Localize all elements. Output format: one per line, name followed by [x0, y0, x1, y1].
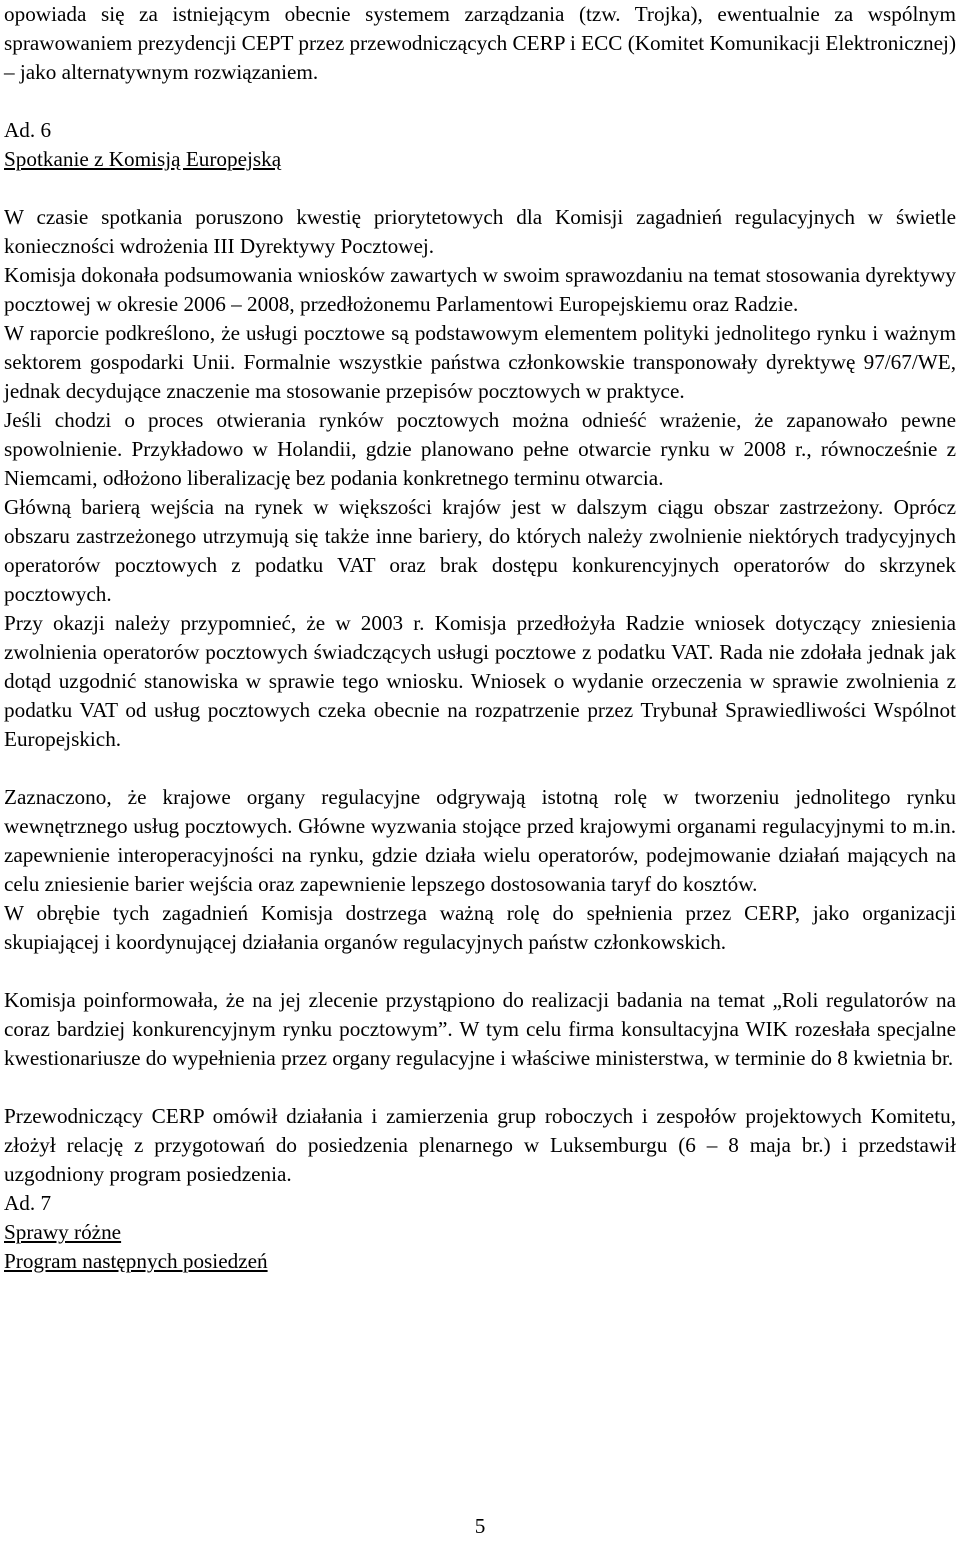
paragraph-cerp-chairman: Przewodniczący CERP omówił działania i zamierzenia grup roboczych i zespołów projektowych Komitetu, złożył relację z przygotowań do posiedzenia plenarnego w Luksemburgu (6 – 8 maja br.) i przedstawił uzgodniony program posiedzenia.: [4, 1104, 956, 1186]
spacer: [4, 87, 956, 116]
spacer: [4, 174, 956, 203]
section-title-other-matters: Sprawy różne: [4, 1220, 122, 1244]
paragraph-cerp-role: W obrębie tych zagadnień Komisja dostrzega ważną rolę do spełnienia przez CERP, jako organizacji skupiającej i koordynującej działania organów regulacyjnych państw członkowskich.: [4, 901, 956, 954]
section-title-european-commission-meeting: Spotkanie z Komisją Europejską: [4, 147, 282, 171]
paragraph-regulators-role: Zaznaczono, że krajowe organy regulacyjne odgrywają istotną rolę w tworzeniu jednolitego rynku wewnętrznego usług pocztowych. Główne wyzwania stojące przed krajowymi organami regulacyjnymi to m.in. zapewnienie interoperacyjności na rynku, gdzie działa wielu operatorów, podejmowanie działań mających na celu zniesienie barier wejścia oraz zapewnienie lepszego dostosowania taryf do kosztów.: [4, 785, 956, 896]
page-number: 5: [474, 1514, 486, 1538]
section-heading-ad7: Ad. 7: [4, 1191, 52, 1215]
section-title-next-meetings: Program następnych posiedzeń: [4, 1249, 268, 1273]
section-heading-ad6: Ad. 6: [4, 118, 52, 142]
spacer: [4, 754, 956, 783]
paragraph-market-barriers: Główną barierą wejścia na rynek w większości krajów jest w dalszym ciągu obszar zastrzeżony. Oprócz obszaru zastrzeżonego utrzymują się także inne bariery, do których należy zwolnienie niektórych tradycyjnych operatorów pocztowych z podatku VAT oraz brak dostępu konkurencyjnych operatorów do skrzynek pocztowych.: [4, 495, 956, 606]
paragraph-wik-study: Komisja poinformowała, że na jej zlecenie przystąpiono do realizacji badania na temat „Roli regulatorów na coraz bardziej konkurencyjnym rynku pocztowym”. W tym celu firma konsultacyjna WIK rozesłała specjalne kwestionariusze do wypełnienia przez organy regulacyjne i właściwe ministerstwa, w terminie do 8 kwietnia br.: [4, 988, 956, 1070]
paragraph-market-opening: Jeśli chodzi o proces otwierania rynków pocztowych można odnieść wrażenie, że zapanowało pewne spowolnienie. Przykładowo w Holandii, gdzie planowano pełne otwarcie rynku w 2008 r., równocześnie z Niemcami, odłożono liberalizację bez podania konkretnego terminu otwarcia.: [4, 408, 956, 490]
paragraph-priority-issues: W czasie spotkania poruszono kwestię priorytetowych dla Komisji zagadnień regulacyjnych w świetle konieczności wdrożenia III Dyrektywy Pocztowej.: [4, 205, 956, 258]
paragraph-report-highlights: W raporcie podkreślono, że usługi pocztowe są podstawowym elementem polityki jednolitego rynku i ważnym sektorem gospodarki Unii. Formalnie wszystkie państwa członkowskie transponowały dyrektywę 97/67/WE, jednak decydujące znaczenie ma stosowanie przepisów pocztowych w praktyce.: [4, 321, 956, 403]
paragraph-commission-summary: Komisja dokonała podsumowania wniosków zawartych w swoim sprawozdaniu na temat stosowania dyrektywy pocztowej w okresie 2006 – 2008, przedłożonemu Parlamentowi Europejskiemu oraz Radzie.: [4, 263, 956, 316]
paragraph-vat-exemption: Przy okazji należy przypomnieć, że w 2003 r. Komisja przedłożyła Radzie wniosek dotyczący zniesienia zwolnienia operatorów pocztowych świadczących usługi pocztowe z podatku VAT. Rada nie zdołała jednak jak dotąd uzgodnić stanowiska w sprawie tego wniosku. Wniosek o wydanie orzeczenia w sprawie zwolnienia z podatku VAT od usług pocztowych czeka obecnie na rozpatrzenie przez Trybunał Sprawiedliwości Wspólnot Europejskich.: [4, 611, 956, 751]
spacer: [4, 957, 956, 986]
document-page: [4, 0, 956, 1276]
paragraph-cept-presidency: opowiada się za istniejącym obecnie systemem zarządzania (tzw. Trojka), ewentualnie za wspólnym sprawowaniem prezydencji CEPT przez przewodniczących CERP i ECC (Komitet Komunikacji Elektronicznej) – jako alternatywnym rozwiązaniem.: [4, 2, 956, 84]
spacer: [4, 1073, 956, 1102]
